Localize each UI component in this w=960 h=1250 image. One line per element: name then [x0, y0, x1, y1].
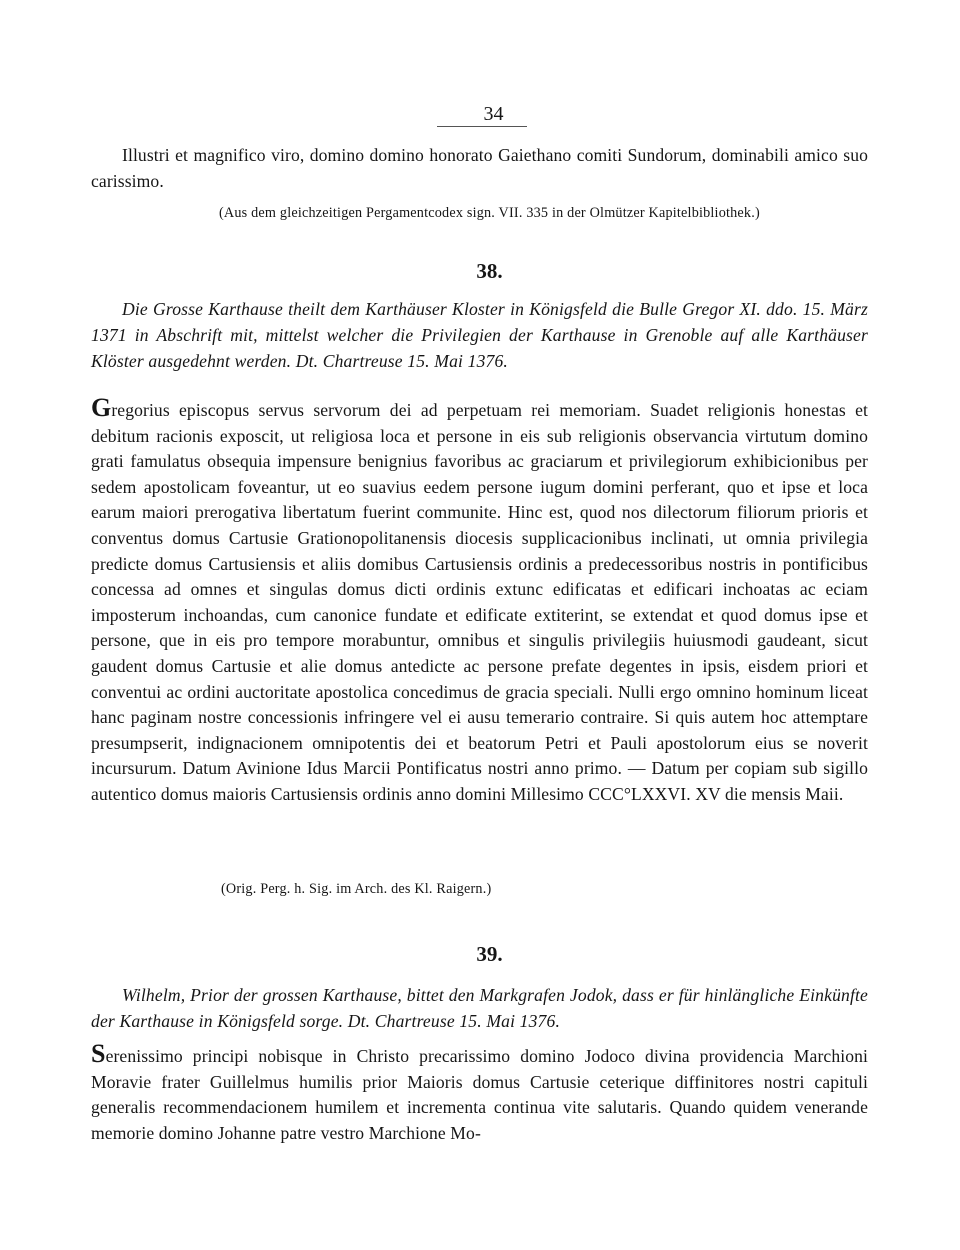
address-text: Illustri et magnifico viro, domino domino honorato Gaiethano comiti Sundorum, dominabili amico suo carissimo. — [91, 145, 868, 191]
document-38-initial: G — [91, 393, 112, 422]
document-38-regest-block — [91, 297, 868, 374]
document-39-body — [91, 1039, 868, 1146]
document-39-number: 39. — [476, 942, 503, 966]
document-38-body-text: regorius episcopus servus servorum dei ad perpetuam rei memoriam. Suadet religionis honestas et debitum racionis exposcit, ut religiosa loca et persone in eis sub religionis observancia virtutum domino grati famulatus obsequia impensure benignius favoribus ac graciarum et privilegiorum exhibicionibus per sedem apostolicam foveantur, ut eo suavius eedem persone iugum domini perferant, quo et ipse et loca earum maiori prerogativa libertatum fuerint communite. Hinc est, quod nos dilectorum filiorum prioris et conventus domus Cartusie Grationopolitanensis diocesis supplicacionibus inclinati, ut omnia privilegia predicte domus Cartusiensis et aliis domibus Cartusiensis ordinis a predecessoribus nostris in pontificibus concessa ad omnes et singulas domus dicti ordinis extunc edificatas et edificari inchoatas ac eciam imposterum inchoandas, cum canonice fundate et edificate extiterint, se extendat et quod domus ipse et persone, que in eis pro tempore morabuntur, omnibus et singulis privilegiis huiusmodi gaudeant, sicut gaudent domus Cartusie et alie domus antedicte ac persone prefate degentes in ipsis, eisdem priori et conventui ac ordini auctoritate apostolica concedimus de gracia speciali. Nulli ergo omnino hominum liceat hanc paginam nostre concessionis infringere vel ei ausu temerario contraire. Si quis autem hoc attemptare presumpserit, indignacionem omnipotentis dei et beatorum Petri et Pauli apostolorum eius se noverit incursurum. Datum Avinione Idus Marcii Pontificatus nostri anno primo. — Datum per copiam sub sigillo autentico domus maioris Cartusiensis ordinis anno domini Millesimo CCC°LXXVI. XV die mensis Maii. — [91, 400, 868, 804]
document-39-regest: Wilhelm, Prior der grossen Karthause, bittet den Markgrafen Jodok, dass er für hinlängliche Einkünfte der Karthause in Königsfeld sorge. Dt. Chartreuse 15. Mai 1376. — [91, 985, 868, 1031]
previous-document-source: (Aus dem gleichzeitigen Pergamentcodex sign. VII. 335 in der Olmützer Kapitelbibliothek.) — [219, 205, 760, 221]
document-39-body-text: erenissimo principi nobisque in Christo precarissimo domino Jodoco divina providencia Marchioni Moravie frater Guillelmus humilis prior Maioris domus Cartusie ceterique diffinitores nostri capituli generalis recommendacionem humilem et incrementa continua vite salutaris. Quando quidem venerande memorie domino Johanne patre vestro Marchione Mo- — [91, 1046, 868, 1143]
previous-document-address — [91, 143, 868, 194]
document-38-regest: Die Grosse Karthause theilt dem Karthäuser Kloster in Königsfeld die Bulle Gregor XI. ddo. 15. März 1371 in Abschrift mit, mittelst welcher die Privilegien der Karthause in Grenoble auf alle Karthäuser Klöster ausgedehnt werden. Dt. Chartreuse 15. Mai 1376. — [91, 299, 868, 371]
document-39-initial: S — [91, 1039, 106, 1068]
page-number: 34 — [483, 103, 504, 125]
document-38-body — [91, 393, 868, 808]
document-39-regest-block — [91, 983, 868, 1035]
document-38-number: 38. — [476, 259, 503, 283]
page-number-rule — [437, 126, 527, 127]
document-39-text — [91, 1039, 868, 1146]
document-38-text — [91, 393, 868, 808]
document-38-source: (Orig. Perg. h. Sig. im Arch. des Kl. Raigern.) — [221, 881, 492, 897]
